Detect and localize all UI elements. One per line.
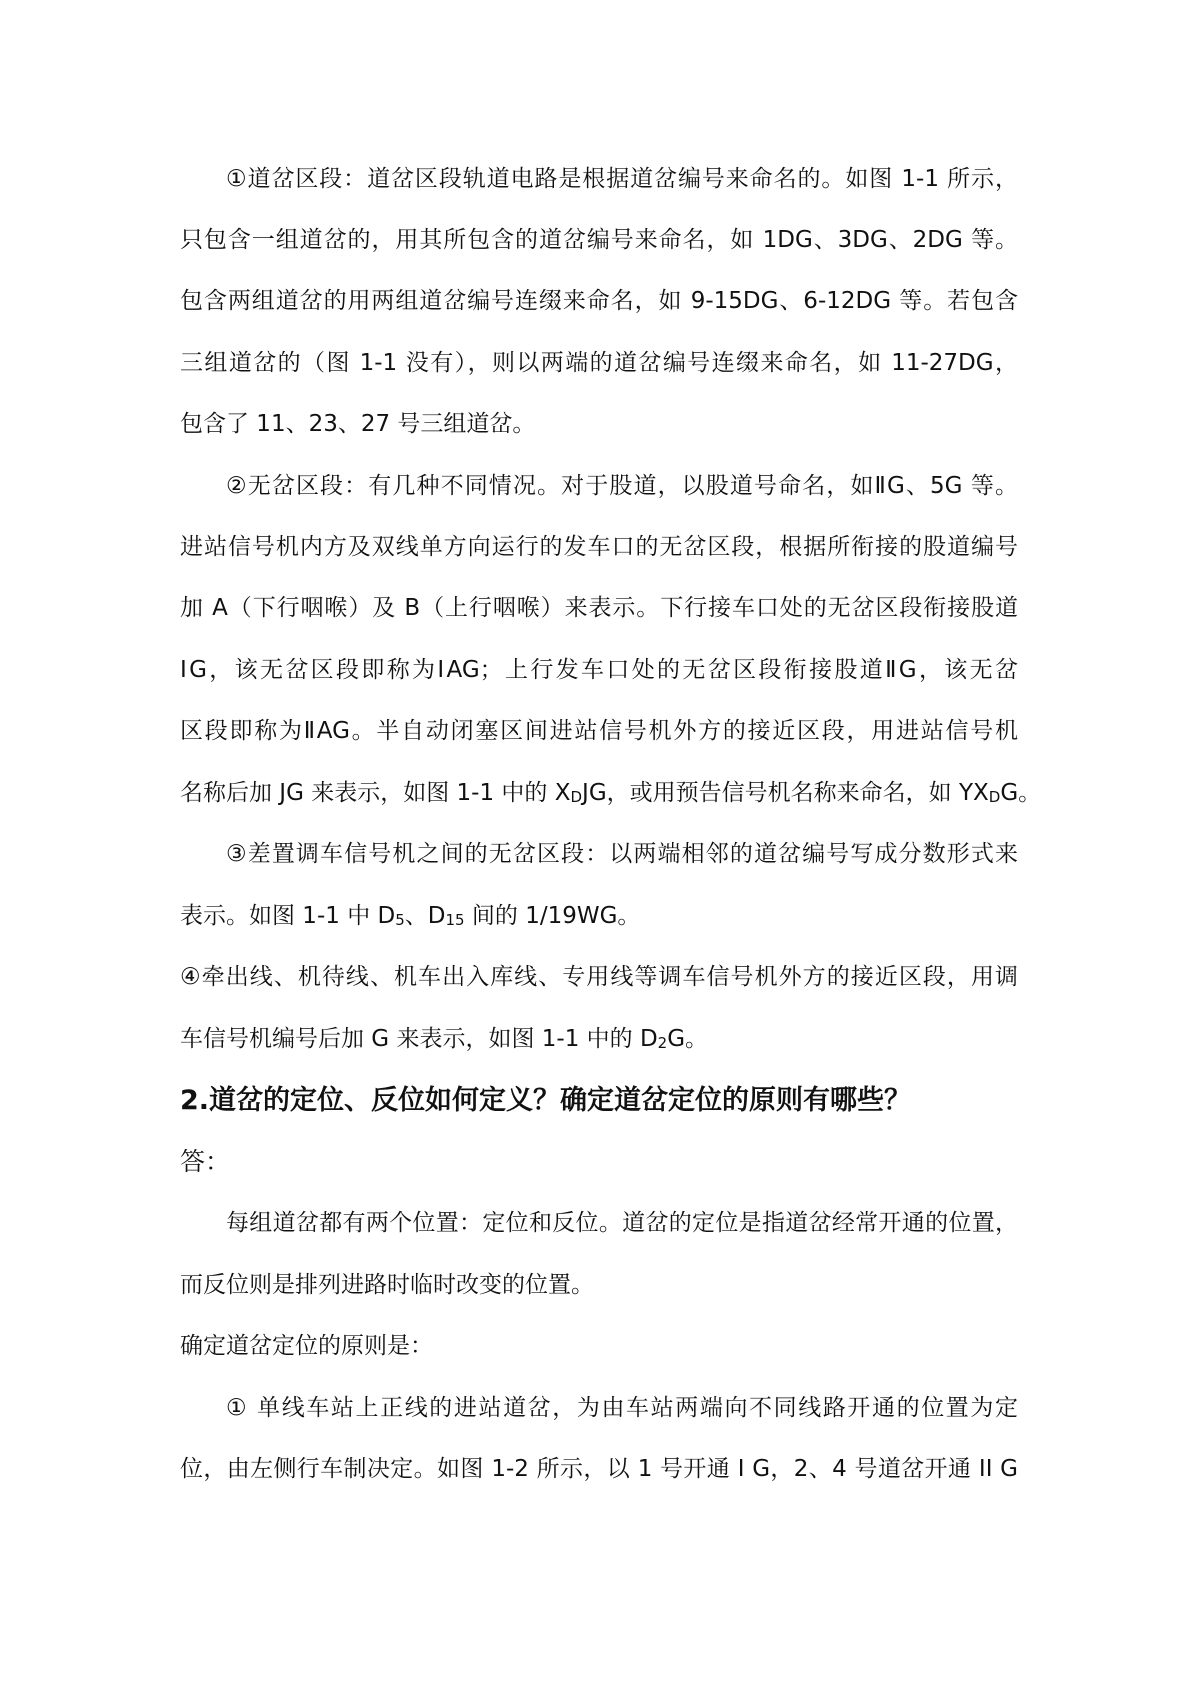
subscript: 15 [445, 911, 465, 929]
item3-line-2-part-c: 间的 1/19WG。 [464, 903, 641, 929]
principles-label: 确定道岔定位的原则是： [180, 1333, 433, 1359]
item2-line-6-part-b: JG，或用预告信号机名称来命名，如 YX [582, 780, 989, 806]
rule1-line-1: ① 单线车站上正线的进站道岔，为由车站两端向不同线路开通的位置为定 [226, 1395, 1018, 1421]
item3-line-2 [180, 900, 1018, 932]
item1-line-2: 只包含一组道岔的，用其所包含的道岔编号来命名，如 1DG、3DG、2DG 等。 [180, 227, 1018, 253]
subscript: D [988, 788, 1001, 806]
item2-line-5: 区段即称为ⅡAG。半自动闭塞区间进站信号机外方的接近区段，用进站信号机 [180, 718, 1018, 744]
item1-line-5: 包含了 11、23、27 号三组道岔。 [180, 411, 536, 437]
item3-line-2-part-b: 、D [404, 903, 446, 929]
rule1-line-2: 位，由左侧行车制决定。如图 1-2 所示，以 1 号开通 I G，2、4 号道岔开通 II G [180, 1456, 1018, 1482]
item2-line-6-part-c: G。 [1000, 780, 1042, 806]
item1-line-3: 包含两组道岔的用两组道岔编号连缀来命名，如 9-15DG、6-12DG 等。若包含 [180, 288, 1018, 314]
item4-line-2 [180, 1023, 1018, 1055]
subscript: 2 [657, 1034, 668, 1052]
subscript: D [570, 788, 583, 806]
para1-line-2: 而反位则是排列进路时临时改变的位置。 [180, 1272, 594, 1298]
item3-line-2-part-a: 表示。如图 1-1 中 D [180, 903, 396, 929]
item3-line-1: ③差置调车信号机之间的无岔区段：以两端相邻的道岔编号写成分数形式来 [226, 841, 1018, 867]
subscript: 5 [395, 911, 405, 929]
answer-label: 答： [180, 1147, 231, 1176]
item4-line-2-part-b: G。 [667, 1026, 709, 1052]
item1-line-1: ①道岔区段：道岔区段轨道电路是根据道岔编号来命名的。如图 1-1 所示， [226, 166, 1018, 192]
item4-line-2-part-a: 车信号机编号后加 G 来表示，如图 1-1 中的 D [180, 1026, 658, 1052]
item2-line-1: ②无岔区段：有几种不同情况。对于股道，以股道号命名，如ⅡG、5G 等。 [226, 473, 1018, 499]
item1-line-4: 三组道岔的（图 1-1 没有），则以两端的道岔编号连缀来命名，如 11-27DG， [180, 350, 1018, 376]
question-heading: 2.道岔的定位、反位如何定义？确定道岔定位的原则有哪些？ [180, 1085, 912, 1116]
item4-line-1: ④牵出线、机待线、机车出入库线、专用线等调车信号机外方的接近区段，用调 [180, 964, 1018, 990]
item2-line-4: ⅠG，该无岔区段即称为ⅠAG；上行发车口处的无岔区段衔接股道ⅡG，该无岔 [180, 657, 1018, 683]
item2-line-2: 进站信号机内方及双线单方向运行的发车口的无岔区段，根据所衔接的股道编号 [180, 534, 1018, 560]
item2-line-6 [180, 777, 1042, 809]
item2-line-6-part-a: 名称后加 JG 来表示，如图 1-1 中的 X [180, 780, 571, 806]
para1-line-1: 每组道岔都有两个位置：定位和反位。道岔的定位是指道岔经常开通的位置， [226, 1210, 1018, 1236]
item2-line-3: 加 A（下行咽喉）及 B（上行咽喉）来表示。下行接车口处的无岔区段衔接股道 [180, 595, 1018, 621]
